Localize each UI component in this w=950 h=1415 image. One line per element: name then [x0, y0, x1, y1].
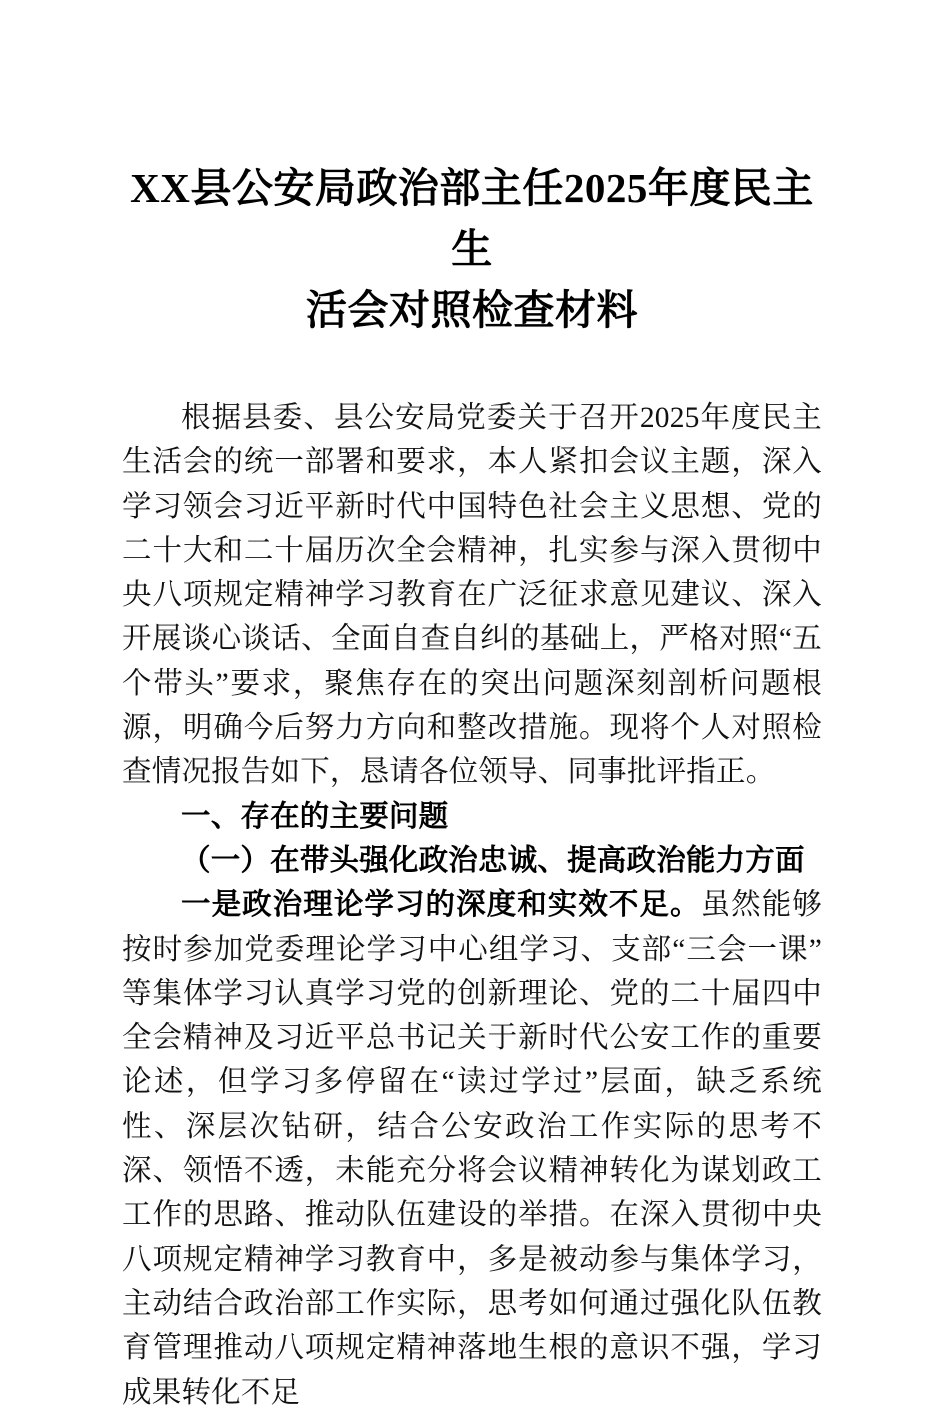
section-heading-1: 一、存在的主要问题: [181, 799, 449, 833]
title-body-spacer: [122, 341, 822, 396]
document-title-line-2: 活会对照检查材料: [306, 287, 638, 333]
problem-item-1-paragraph: [122, 883, 822, 1415]
problem-item-1-lead: 一是政治理论学习的深度和实效不足。: [181, 889, 701, 922]
problem-item-1-body: 虽然能够按时参加党委理论学习中心组学习、支部“三会一课”等集体学习认真学习党的创新理论、党的二十届四中全会精神及习近平总书记关于新时代公安工作的重要论述，但学习多停留在“读过学过”层面，缺乏系统性、深层次钻研，结合公安政治工作实际的思考不深、领悟不透，未能充分将会议精神转化为谋划政工工作的思路、推动队伍建设的举措。在深入贯彻中央八项规定精神学习教育中，多是被动参与集体学习，主动结合政治部工作实际，思考如何通过强化队伍教育管理推动八项规定精神落地生根的意识不强，学习成果转化不足: [122, 889, 822, 1409]
document-content-column: [122, 0, 822, 1415]
document-title: [122, 0, 822, 341]
preamble-paragraph: 根据县委、县公安局党委关于召开2025年度民主生活会的统一部署和要求，本人紧扣会议主题，深入学习领会习近平新时代中国特色社会主义思想、党的二十大和二十届历次全会精神，扎实参与深入贯彻中央八项规定精神学习教育在广泛征求意见建议、深入开展谈心谈话、全面自查自纠的基础上，严格对照“五个带头”要求，聚焦存在的突出问题深刻剖析问题根源，明确今后努力方向和整改措施。现将个人对照检查情况报告如下，恳请各位领导、同事批评指正。: [122, 402, 822, 789]
document-title-line-1: XX县公安局政治部主任2025年度民主生: [130, 165, 814, 272]
subsection-heading-1-1: （一）在带头强化政治忠诚、提高政治能力方面: [181, 844, 805, 877]
